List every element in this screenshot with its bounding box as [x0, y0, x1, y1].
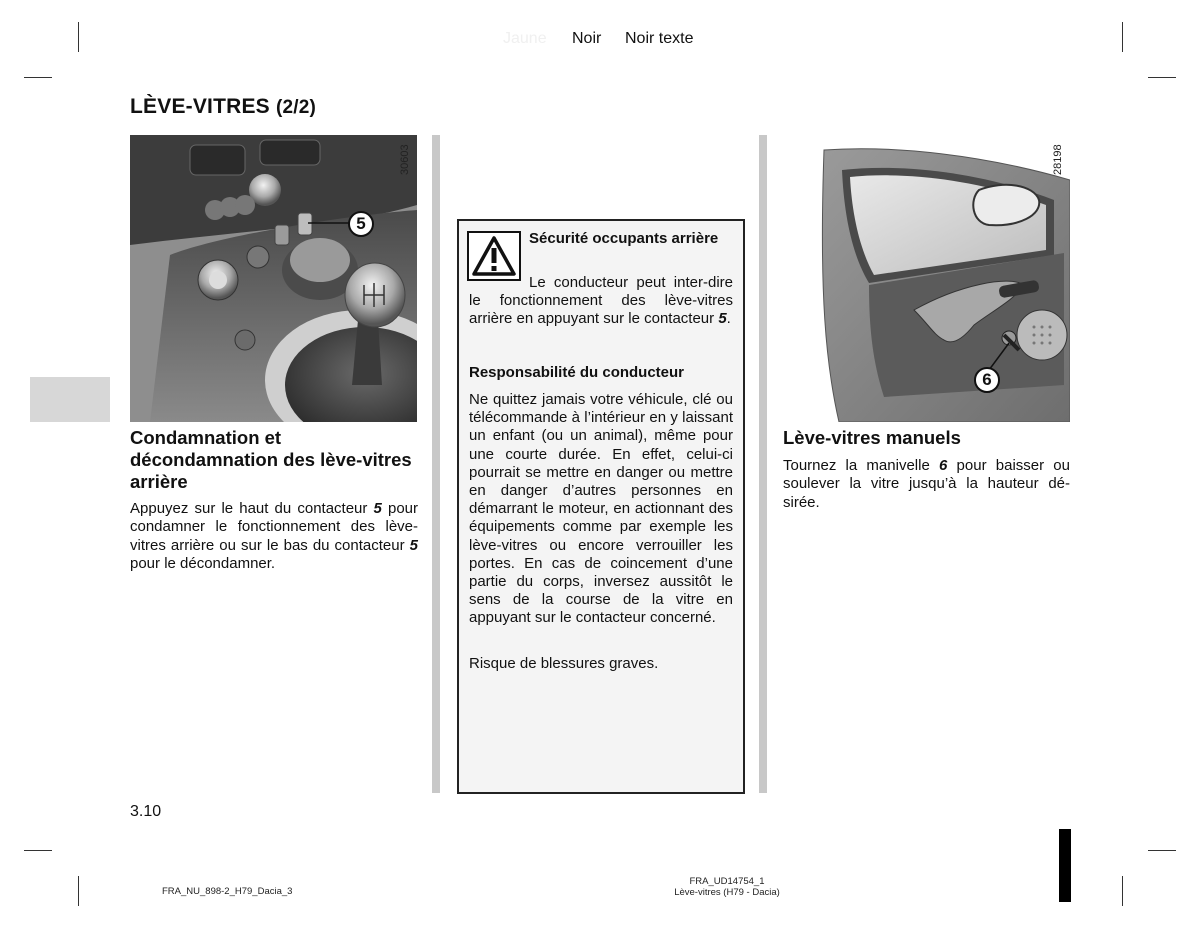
warning-subtitle: Responsabilité du conducteur [469, 364, 685, 381]
section-text-manuels [783, 457, 1070, 512]
callout-6: 6 [974, 367, 1000, 393]
dashboard-illustration [130, 135, 417, 422]
section-tab [30, 377, 110, 422]
callout-5: 5 [348, 211, 374, 237]
crop-mark [1148, 850, 1176, 851]
color-label-noir-texte: Noir texte [625, 30, 694, 47]
ref-5: 5 [373, 500, 382, 517]
ref-6: 6 [939, 457, 948, 474]
footer-center [672, 876, 782, 898]
ref-5: 5 [718, 310, 727, 328]
crop-mark [24, 77, 52, 78]
color-label-jaune: Jaune [503, 30, 547, 47]
page-title [130, 95, 316, 119]
dashboard-switch-figure [130, 135, 417, 422]
page-title-part: (2/2) [275, 97, 317, 118]
color-label-noir: Noir [572, 30, 602, 47]
warning-paragraph: Ne quittez jamais votre véhicule, clé ou télécommande à l’intérieur en y laissant un enfant (ou un animal), même pour une courte durée. En effet, celui-ci pourrait se mettre en danger ou mettre en danger d’autres personnes en démarrant le moteur, en actionnant des équipements comme par exemple les lève-vitres ou encore verrouiller les portes. En cas de coincement d’une partie du corps, inversez aussitôt le sens de la course de la vitre en appuyant sur le contacteur concerné. [469, 391, 733, 627]
text-part: Tournez la manivelle [783, 457, 939, 474]
text-part: Le conducteur peut inter-dire le fonctionnement des lève-vitres arrière en appuyant sur le contacteur [469, 274, 733, 328]
warning-intro [469, 274, 733, 329]
door-crank-figure [784, 135, 1070, 422]
section-text-condamnation [130, 500, 418, 574]
text-part: pour condamner le fonctionnement des lève-vitres arrière ou sur le bas du contacteur [130, 500, 418, 554]
page-title-text: LÈVE-VITRES [130, 95, 270, 118]
ref-5: 5 [409, 536, 418, 554]
crop-mark [24, 850, 52, 851]
section-heading-condamnation: Condamnation et décondamnation des lève-vitres arrière [130, 427, 412, 492]
section-heading-manuels: Lève-vitres manuels [783, 427, 961, 448]
safety-warning-box [457, 219, 745, 794]
crop-mark [1148, 77, 1176, 78]
crop-mark [1122, 22, 1123, 52]
figure-ref-left: 30603 [399, 144, 411, 175]
door-illustration [784, 135, 1070, 422]
text-part: . [726, 310, 731, 328]
warning-risk: Risque de blessures graves. [469, 655, 659, 672]
crop-mark [78, 876, 79, 906]
figure-ref-right: 28198 [1052, 144, 1064, 175]
crop-mark [1122, 876, 1123, 906]
footer-center-line1: FRA_UD14754_1 [689, 876, 765, 887]
text-part: pour baisser ou soulever la vitre jusqu’à la hauteur dé-sirée. [783, 457, 1070, 511]
text-part: Appuyez sur le haut du contacteur [130, 500, 374, 517]
column-separator [759, 135, 767, 793]
thumb-index-bar [1059, 829, 1071, 902]
column-separator [432, 135, 440, 793]
text-part: pour le décondamner. [130, 555, 276, 573]
page-number: 3.10 [130, 803, 162, 820]
footer-left: FRA_NU_898-2_H79_Dacia_3 [162, 886, 293, 897]
warning-title: Sécurité occupants arrière [529, 230, 719, 247]
crop-mark [78, 22, 79, 52]
footer-center-line2: Lève-vitres (H79 - Dacia) [674, 887, 780, 898]
